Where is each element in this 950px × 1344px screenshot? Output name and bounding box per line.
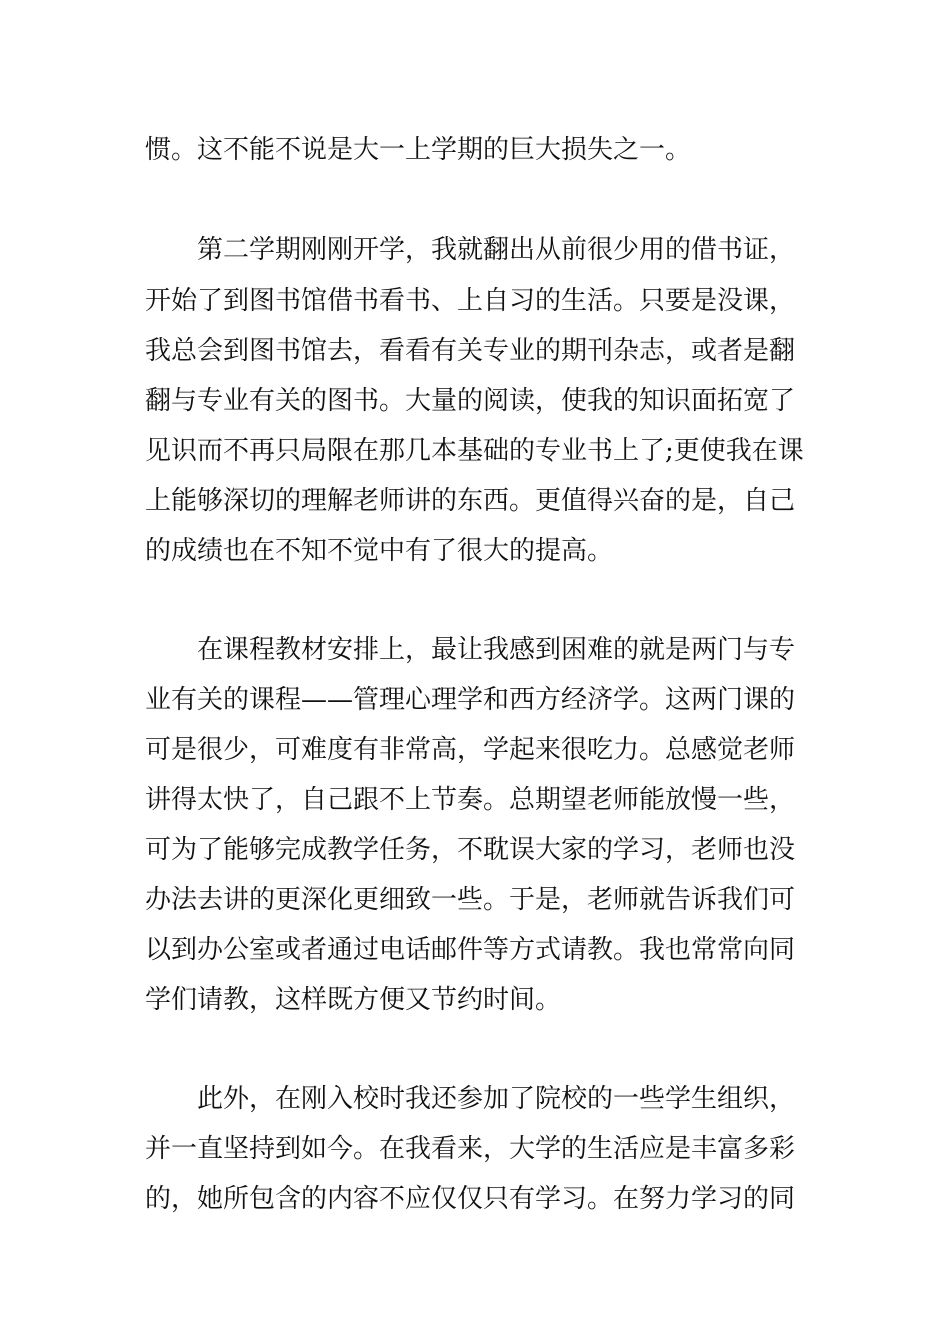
paragraph-line: 办法去讲的更深化更细致一些。于是，老师就告诉我们可 (145, 885, 796, 915)
paragraph-line: 的，她所包含的内容不应仅仅只有学习。在努力学习的同 (145, 1184, 796, 1214)
paragraph-line: 业有关的课程——管理心理学和西方经济学。这两门课的 (145, 685, 796, 715)
paragraph-line: 可为了能够完成教学任务，不耽误大家的学习，老师也没 (145, 835, 796, 865)
paragraph-line: 的成绩也在不知不觉中有了很大的提高。 (145, 536, 614, 566)
paragraph-line: 见识而不再只局限在那几本基础的专业书上了;更使我在课 (145, 436, 804, 466)
paragraph-line: 翻与专业有关的图书。大量的阅读，使我的知识面拓宽了 (145, 386, 796, 416)
paragraph-line: 并一直坚持到如今。在我看来，大学的生活应是丰富多彩 (145, 1134, 796, 1164)
paragraph-line: 可是很少，可难度有非常高，学起来很吃力。总感觉老师 (145, 735, 796, 765)
paragraph-line: 开始了到图书馆借书看书、上自习的生活。只要是没课， (145, 286, 796, 316)
paragraph-line: 在课程教材安排上，最让我感到困难的就是两门与专 (197, 635, 796, 665)
paragraph-line: 我总会到图书馆去，看看有关专业的期刊杂志，或者是翻 (145, 336, 796, 366)
paragraph-line: 第二学期刚刚开学，我就翻出从前很少用的借书证， (197, 235, 796, 265)
paragraph-line: 以到办公室或者通过电话邮件等方式请教。我也常常向同 (145, 935, 796, 965)
paragraph-line: 学们请教，这样既方便又节约时间。 (145, 985, 562, 1015)
paragraph-line: 此外，在刚入校时我还参加了院校的一些学生组织， (197, 1084, 796, 1114)
paragraph-line: 讲得太快了，自己跟不上节奏。总期望老师能放慢一些， (145, 785, 796, 815)
paragraph-line: 惯。这不能不说是大一上学期的巨大损失之一。 (145, 135, 692, 165)
paragraph-line: 上能够深切的理解老师讲的东西。更值得兴奋的是，自己 (145, 486, 796, 516)
